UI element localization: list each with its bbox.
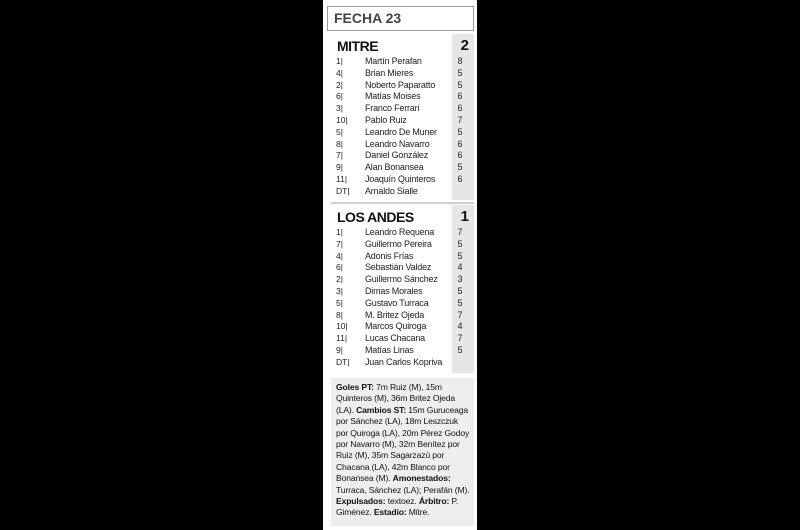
player-rating: 8	[457, 56, 463, 66]
player-name: Franco Ferrari	[365, 103, 420, 114]
player-name: Daniel González	[365, 150, 429, 161]
player-rating: 6	[457, 91, 463, 102]
section-divider	[331, 202, 474, 204]
bookings-text: Turraca, Sánchez (LA); Perafán (M).	[336, 484, 470, 495]
player-number: 7|	[336, 150, 343, 161]
team-block-away	[331, 205, 474, 373]
player-row	[331, 321, 474, 333]
team-score: 2	[460, 37, 469, 54]
bookings-label: Amonestados:	[392, 473, 451, 484]
player-name: Matías Linas	[365, 344, 414, 355]
player-number: 3|	[336, 285, 343, 296]
player-name: Dimas Morales	[365, 285, 423, 296]
player-name: M. Britez Ojeda	[365, 309, 425, 320]
player-row	[331, 345, 474, 357]
player-number: 10|	[336, 114, 348, 125]
referee-text: P. Giménez.	[336, 496, 459, 518]
player-name: Lucas Chacana	[365, 333, 425, 344]
player-row	[331, 68, 474, 80]
player-name: Leandro De Muner	[365, 126, 437, 137]
player-rating: 7	[457, 333, 463, 344]
player-row	[331, 80, 474, 92]
player-row	[331, 333, 474, 345]
player-rating: 5	[457, 67, 463, 78]
player-rating: 6	[457, 173, 463, 184]
player-list	[331, 56, 474, 198]
player-number: 10|	[336, 321, 348, 332]
player-name: Gustavo Turraca	[365, 297, 429, 308]
player-row	[331, 139, 474, 151]
match-notes	[331, 378, 474, 526]
player-name: Guillermo Pereira	[365, 238, 432, 249]
player-name: Martín Perafan	[365, 56, 422, 66]
player-name: Alan Bonansea	[365, 162, 424, 173]
team-block-home	[331, 34, 474, 200]
player-name: Juan Carlos Kopriva	[365, 356, 443, 367]
player-number: 4|	[336, 250, 343, 261]
player-name: Arnaldo Sialle	[365, 185, 418, 196]
player-number: 2|	[336, 79, 343, 90]
player-row	[331, 298, 474, 310]
player-number: 9|	[336, 344, 343, 355]
player-row	[331, 262, 474, 274]
player-number: 9|	[336, 162, 343, 173]
player-row	[331, 115, 474, 127]
match-card	[323, 0, 477, 530]
player-number: DT|	[336, 185, 350, 196]
player-name: Guillermo Sánchez	[365, 274, 438, 285]
player-name: Adonis Frías	[365, 250, 414, 261]
player-list	[331, 227, 474, 369]
player-number: 2|	[336, 274, 343, 285]
goals-label: Goles PT:	[336, 382, 374, 392]
player-number: 1|	[336, 227, 343, 237]
player-number: 5|	[336, 126, 343, 137]
match-round-title: FECHA 23	[327, 6, 474, 31]
player-row	[331, 239, 474, 251]
player-name: Noberto Paparatto	[365, 79, 436, 90]
player-name: Sebastián Valdez	[365, 262, 432, 273]
referee-label: Árbitro:	[418, 496, 450, 507]
sendoffs-label: Expulsados:	[336, 496, 386, 507]
player-number: 6|	[336, 262, 343, 273]
player-rating: 5	[457, 250, 463, 261]
sendoffs-text: textoez.	[387, 496, 417, 507]
player-number: 5|	[336, 297, 343, 308]
player-number: 11|	[336, 173, 348, 184]
player-rating: 6	[457, 138, 463, 149]
player-number: DT|	[336, 356, 350, 367]
player-rating: 6	[457, 150, 463, 161]
player-name: Marcos Quiroga	[365, 321, 427, 332]
player-row	[331, 186, 474, 198]
player-rating: 7	[457, 309, 463, 320]
player-rating: 7	[457, 227, 463, 237]
player-rating: 5	[457, 79, 463, 90]
team-score: 1	[460, 208, 469, 225]
player-number: 3|	[336, 103, 343, 114]
player-number: 1|	[336, 56, 343, 66]
player-name: Brian Mieres	[365, 67, 414, 78]
player-row	[331, 174, 474, 186]
player-rating: 7	[457, 114, 463, 125]
player-rating: 6	[457, 103, 463, 114]
player-number: 11|	[336, 333, 348, 344]
player-name: Matías Moises	[365, 91, 421, 102]
stadium-text: Mitre.	[408, 507, 430, 518]
player-name: Leandro Requena	[365, 227, 435, 237]
player-row	[331, 227, 474, 239]
player-rating: 5	[457, 297, 463, 308]
player-name: Joaquín Quinteros	[365, 173, 436, 184]
player-row	[331, 357, 474, 369]
player-rating: 4	[457, 321, 463, 332]
player-row	[331, 150, 474, 162]
player-number: 4|	[336, 67, 343, 78]
player-row	[331, 286, 474, 298]
player-number: 7|	[336, 238, 343, 249]
player-row	[331, 310, 474, 322]
player-rating: 3	[457, 274, 463, 285]
player-rating: 5	[457, 238, 463, 249]
player-rating: 5	[457, 162, 463, 173]
subs-label: Cambios ST:	[356, 404, 407, 415]
player-rating: 4	[457, 262, 463, 273]
player-row	[331, 127, 474, 139]
player-row	[331, 162, 474, 174]
player-name: Pablo Ruiz	[365, 114, 407, 125]
player-row	[331, 56, 474, 68]
player-number: 8|	[336, 309, 343, 320]
player-rating: 5	[457, 344, 463, 355]
player-name: Leandro Navarro	[365, 138, 430, 149]
player-row	[331, 103, 474, 115]
goals-text: 7m Ruiz (M), 15m Quinteros (M), 36m Britez Ojeda (LA).	[336, 382, 456, 415]
player-row	[331, 91, 474, 103]
team-name: LOS ANDES	[337, 209, 414, 225]
player-number: 6|	[336, 91, 343, 102]
player-rating: 5	[457, 126, 463, 137]
player-rating: 5	[457, 285, 463, 296]
team-name: MITRE	[337, 38, 379, 54]
player-row	[331, 251, 474, 263]
subs-text: 15m Guruceaga por Sánchez (LA), 18m Leszczuk por Quiroga (LA), 20m Pérez Godoy por Navarro (M), 32m Benítez por Ruiz (M), 35m Sagarzazú por Chacana (LA), 42m Blanco por Bonansea (M).	[336, 404, 470, 484]
player-number: 8|	[336, 138, 343, 149]
stadium-label: Estadio:	[373, 507, 407, 518]
player-row	[331, 274, 474, 286]
